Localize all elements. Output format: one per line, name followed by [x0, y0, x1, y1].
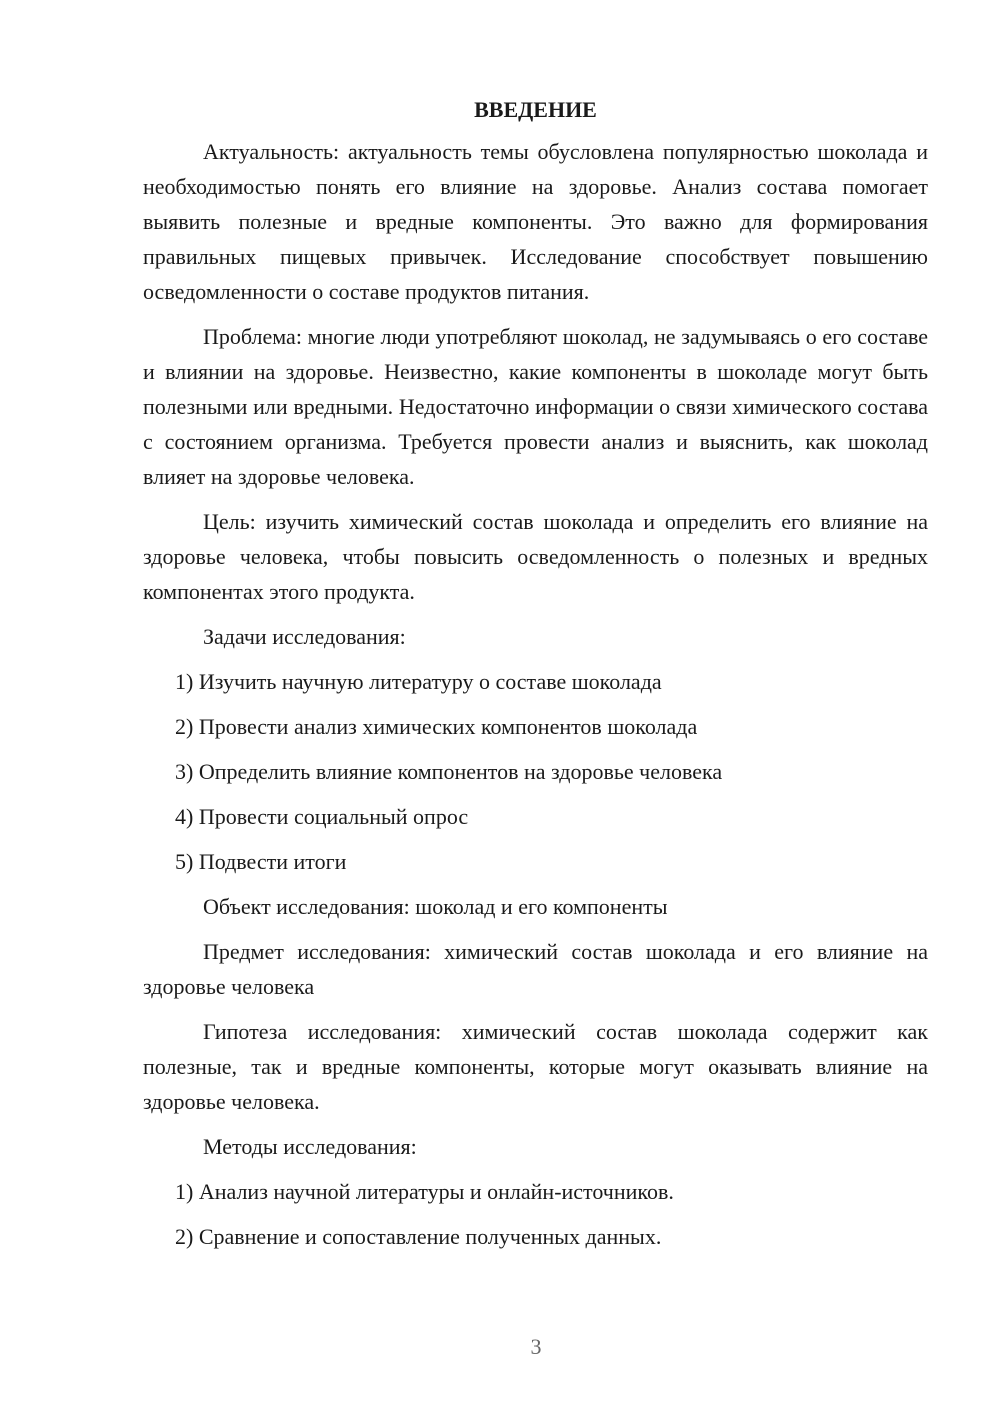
- task-item: 2) Провести анализ химических компонентов шоколада: [175, 714, 698, 739]
- task-item: 3) Определить влияние компонентов на здоровье человека: [175, 759, 723, 784]
- methods-title: Методы исследования:: [203, 1134, 417, 1159]
- goal-paragraph: Цель: изучить химический состав шоколада и определить его влияние на здоровье человека, чтобы повысить осведомленность о полезных и вредных компонентах этого продукта.: [143, 509, 928, 604]
- tasks-title: Задачи исследования:: [203, 624, 406, 649]
- task-item: 1) Изучить научную литературу о составе шоколада: [175, 669, 662, 694]
- relevance-paragraph: Актуальность: актуальность темы обусловлена популярностью шоколада и необходимостью понять его влияние на здоровье. Анализ состава помогает выявить полезные и вредные компоненты. Это важно для формирования правильных пищевых привычек. Исследование способствует повышению осведомленности о составе продуктов питания.: [143, 139, 928, 304]
- object-line: Объект исследования: шоколад и его компоненты: [203, 894, 668, 919]
- subject-paragraph: Предмет исследования: химический состав шоколада и его влияние на здоровье человека: [143, 939, 928, 999]
- method-item: 2) Сравнение и сопоставление полученных данных.: [175, 1224, 662, 1249]
- task-item: 5) Подвести итоги: [175, 849, 347, 874]
- hypothesis-paragraph: Гипотеза исследования: химический состав шоколада содержит как полезные, так и вредные компоненты, которые могут оказывать влияние на здоровье человека.: [143, 1019, 928, 1114]
- page-number: 3: [530, 1334, 542, 1359]
- problem-paragraph: Проблема: многие люди употребляют шоколад, не задумываясь о его составе и влиянии на здоровье. Неизвестно, какие компоненты в шоколаде могут быть полезными или вредными. Недостаточно информации о связи химического состава с состоянием организма. Требуется провести анализ и выяснить, как шоколад влияет на здоровье человека.: [143, 324, 928, 489]
- document-page: [143, 96, 928, 1264]
- section-heading: ВВЕДЕНИЕ: [474, 97, 597, 122]
- task-item: 4) Провести социальный опрос: [175, 804, 469, 829]
- method-item: 1) Анализ научной литературы и онлайн-источников.: [175, 1179, 674, 1204]
